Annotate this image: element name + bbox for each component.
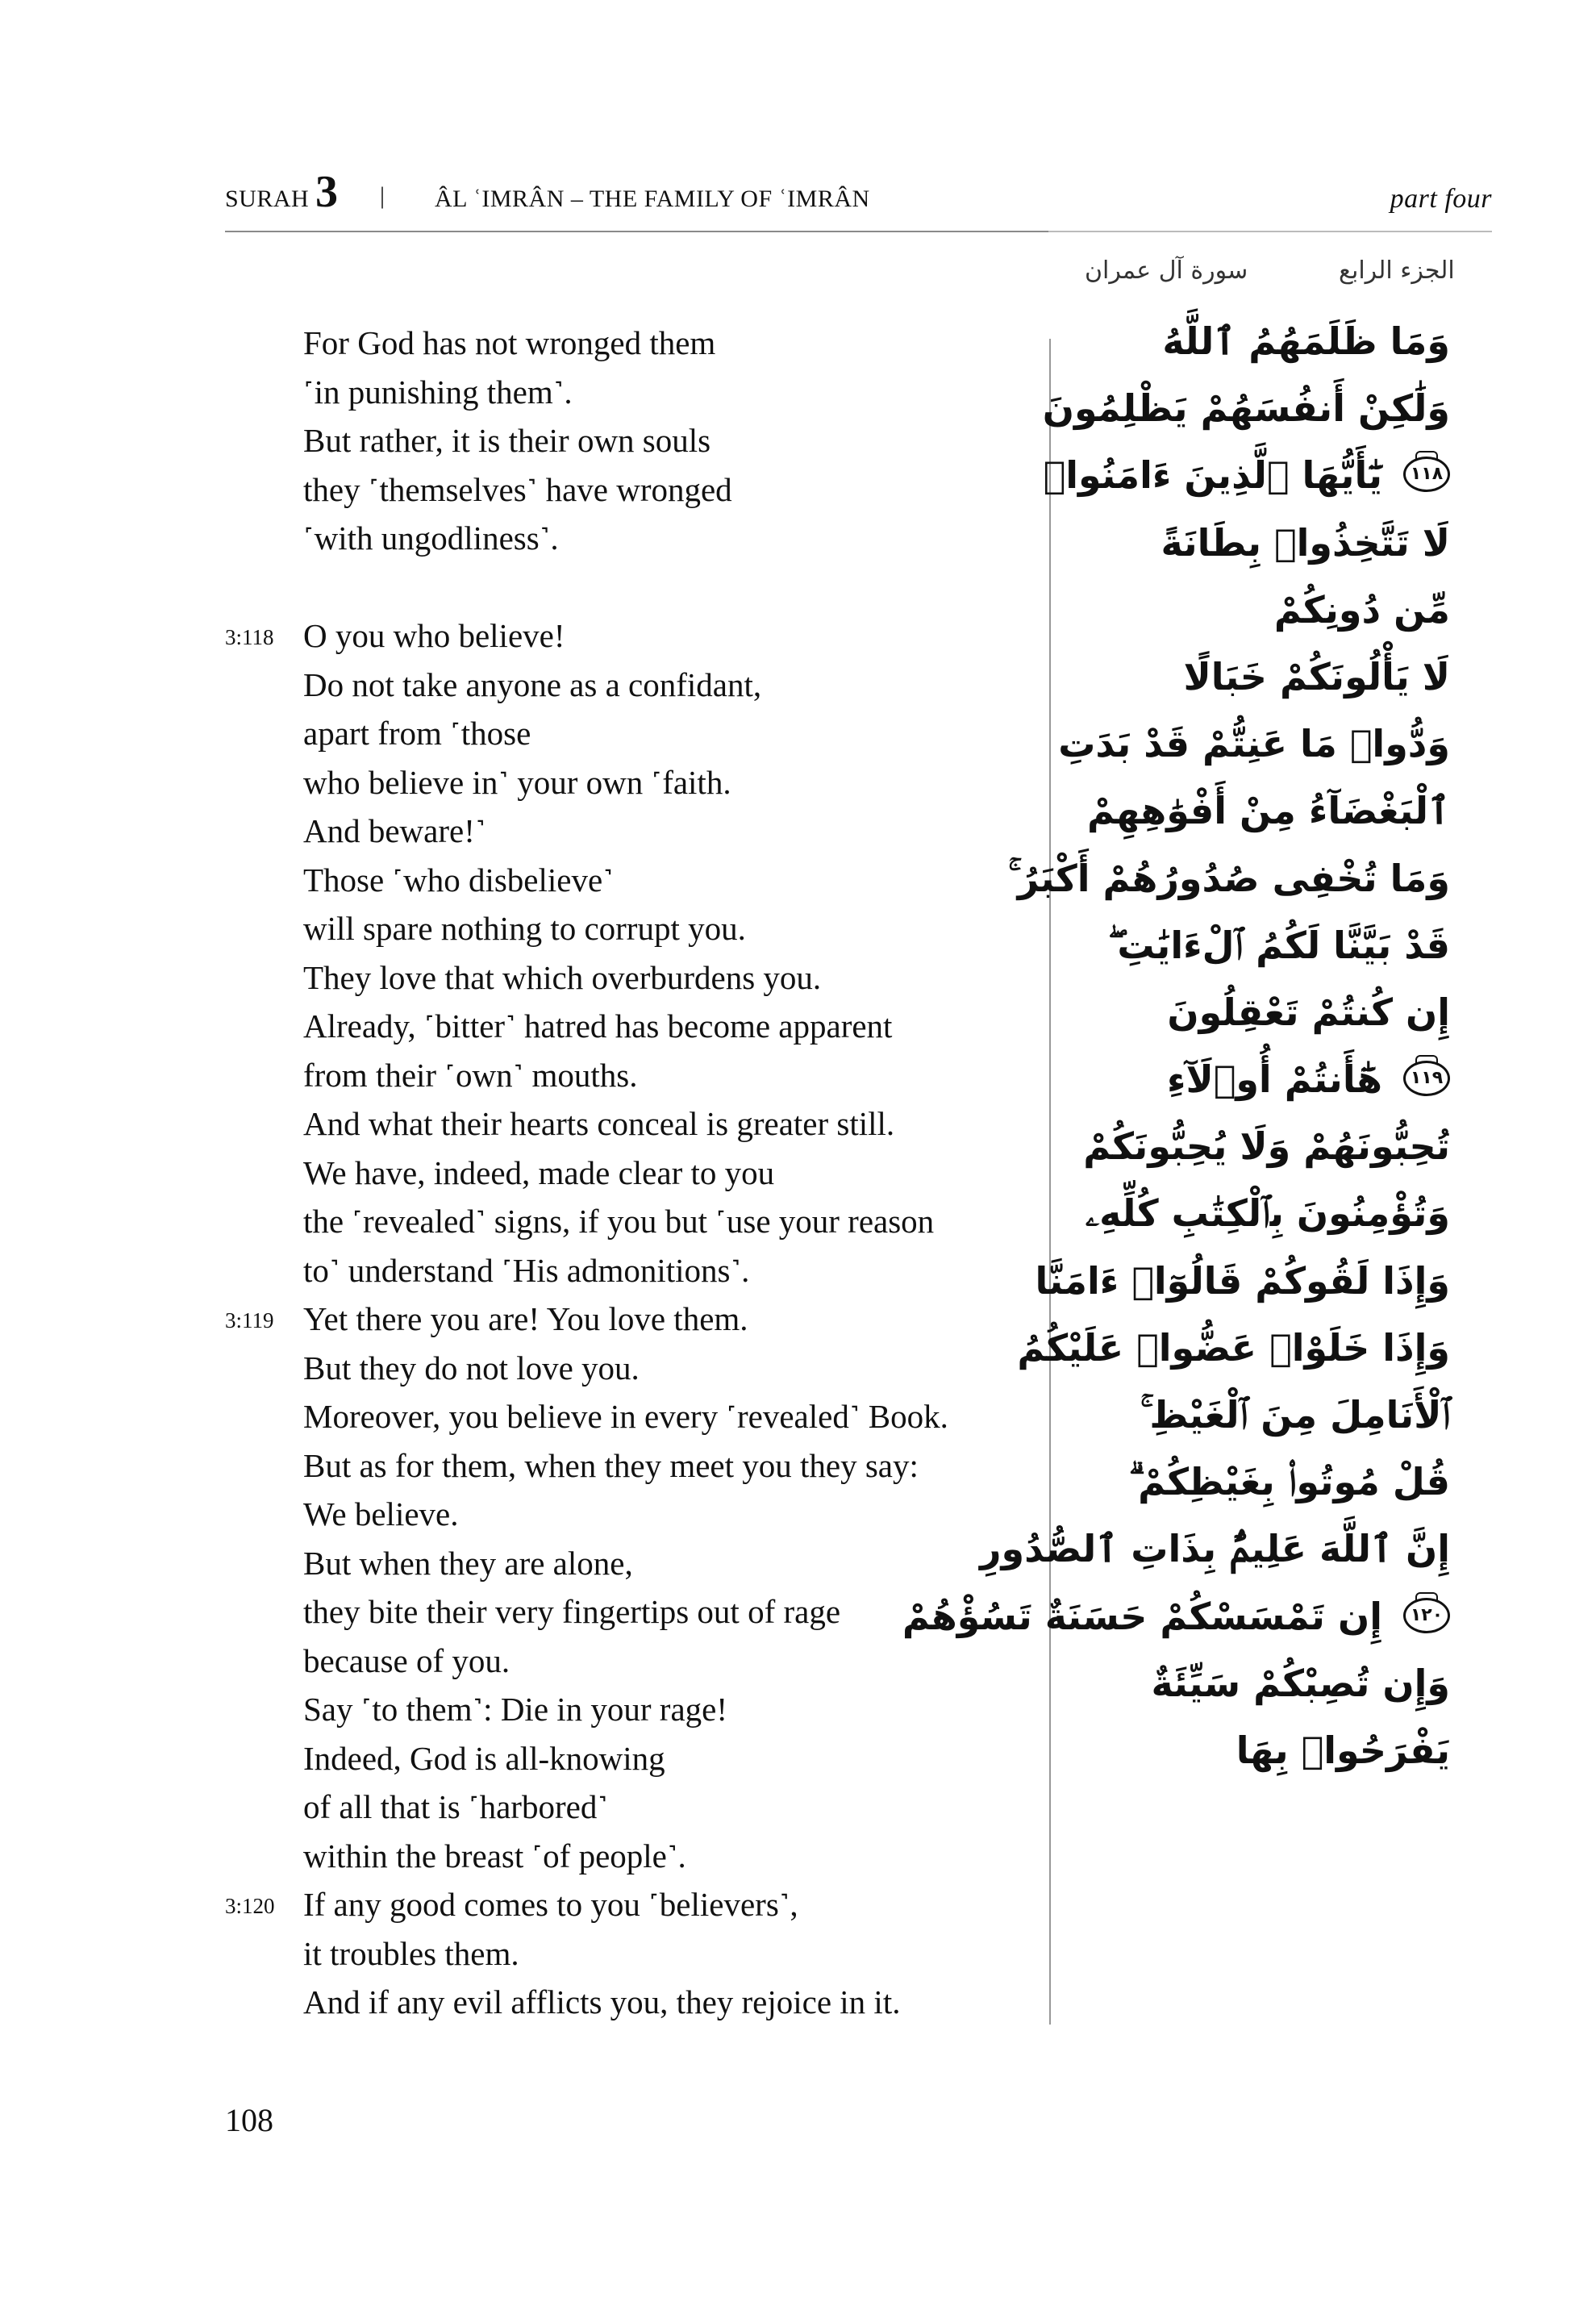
header-rule-light <box>1048 231 1492 232</box>
arabic-line <box>1065 510 1450 577</box>
surah-number: 3 <box>315 167 339 217</box>
arabic-line-text: مِّن دُونِكُمْ <box>1273 587 1450 632</box>
arabic-line <box>1065 1717 1450 1784</box>
line-text: For God has not wronged them <box>303 324 716 361</box>
part-label: part four <box>1390 184 1492 214</box>
translation-line <box>225 1734 1031 1783</box>
arabic-text <box>902 308 1450 1784</box>
arabic-line <box>980 1516 1450 1583</box>
line-text: We have, indeed, made clear to you <box>303 1153 775 1191</box>
arabic-line-text: إِن تَمْسَسْكُمْ حَسَنَةٌ تَسُؤْهُمْ <box>902 1594 1382 1638</box>
arabic-line <box>1065 1180 1450 1247</box>
page-number: 108 <box>225 2102 273 2138</box>
line-text: And what their hearts conceal is greater still. <box>303 1105 895 1142</box>
arabic-line-text: وَدُّوا۟ مَا عَنِتُّمْ قَدْ بَدَتِ <box>1058 722 1450 766</box>
translation-line <box>225 904 1031 953</box>
translation-line <box>225 1539 1031 1588</box>
translation-line <box>225 709 1031 758</box>
translation-line <box>225 758 1031 807</box>
line-text: from their ˹own˺ mouths. <box>303 1056 638 1094</box>
translation-line <box>225 1051 1031 1100</box>
translation-line <box>225 1832 1031 1881</box>
arabic-line <box>1065 912 1450 979</box>
line-text: ˹in punishing them˺. <box>303 373 573 411</box>
translation-line <box>225 1197 1031 1246</box>
line-text: ˹with ungodliness˺. <box>303 519 559 557</box>
arabic-line <box>1017 1315 1450 1382</box>
line-text: the ˹revealed˺ signs, if you but ˹use your reason <box>303 1203 935 1240</box>
line-text: apart from ˹those <box>303 715 531 752</box>
arabic-line-text: يَفْرَحُوا۟ بِهَا <box>1236 1728 1450 1772</box>
line-text: because of you. <box>303 1641 510 1679</box>
arabic-line-text: هَٰٓأَنتُمْ أُو۟لَآءِ <box>1166 1057 1382 1102</box>
arabic-surah-header: سورة آل عمران <box>1085 256 1248 285</box>
arabic-line-text: لَا تَتَّخِذُوا۟ بِطَانَةً <box>1161 520 1450 565</box>
surah-title: ÂL ʿIMRÂN – THE FAMILY OF ʿIMRÂN <box>435 186 870 212</box>
translation-line <box>225 465 1031 515</box>
line-text: But they do not love you. <box>303 1349 640 1387</box>
translation-line <box>225 514 1031 563</box>
line-text: And beware!˺ <box>303 812 486 849</box>
translation-line <box>225 953 1031 1003</box>
arabic-line <box>1065 1382 1450 1449</box>
arabic-line-text: وَمَا ظَلَمَهُمُ ٱللَّهُ <box>1162 319 1450 363</box>
arabic-line-text: وَإِذَا خَلَوْا۟ عَضُّوا۟ عَلَيْكُمُ <box>1017 1325 1450 1370</box>
line-text: We believe. <box>303 1495 459 1533</box>
paragraph-gap <box>225 563 1031 612</box>
line-text: O you who believe! <box>303 617 565 654</box>
english-translation <box>225 319 1031 2027</box>
line-text: they bite their very fingertips out of rage <box>303 1593 841 1630</box>
header-separator: | <box>380 182 385 209</box>
arabic-line <box>1008 845 1450 912</box>
translation-line <box>225 1002 1031 1051</box>
line-text: who believe in˺ your own ˹faith. <box>303 763 731 801</box>
line-text: Those ˹who disbelieve˺ <box>303 861 614 899</box>
translation-line <box>225 1246 1031 1295</box>
verse-reference: 3:118 <box>225 625 274 649</box>
verse-end-marker-icon: ١٢٠ <box>1403 1598 1450 1633</box>
line-text: And if any evil afflicts you, they rejoice in it. <box>303 1983 901 2021</box>
arabic-line <box>1065 1046 1450 1113</box>
verse-reference: 3:120 <box>225 1894 275 1918</box>
line-text: will spare nothing to corrupt you. <box>303 910 746 947</box>
arabic-line <box>1065 778 1450 844</box>
arabic-line <box>1065 1113 1450 1180</box>
line-text: But as for them, when they meet you they say: <box>303 1446 919 1484</box>
translation-line <box>225 1685 1031 1734</box>
arabic-line <box>902 1583 1450 1650</box>
verse-end-marker-icon: ١١٩ <box>1403 1061 1450 1096</box>
line-text: If any good comes to you ˹believers˺, <box>303 1886 798 1923</box>
line-text: of all that is ˹harbored˺ <box>303 1788 608 1825</box>
arabic-line <box>1035 1248 1450 1315</box>
line-text: they ˹themselves˺ have wronged <box>303 470 732 508</box>
line-text: But rather, it is their own souls <box>303 422 711 459</box>
translation-line <box>225 1978 1031 2027</box>
translation-line <box>225 611 1031 661</box>
column-divider <box>1049 339 1051 2025</box>
arabic-line <box>1065 577 1450 644</box>
translation-line <box>225 1490 1031 1539</box>
verse-reference: 3:119 <box>225 1308 274 1332</box>
translation-line <box>225 368 1031 417</box>
arabic-line <box>1065 979 1450 1046</box>
arabic-line-text: وَلَٰكِنْ أَنفُسَهُمْ يَظْلِمُونَ <box>1042 386 1450 431</box>
arabic-line-text: إِن كُنتُمْ تَعْقِلُونَ <box>1167 990 1450 1034</box>
arabic-line-text: لَا يَأْلُونَكُمْ خَبَالًا <box>1183 654 1450 699</box>
arabic-line-text: وَإِن تُصِبْكُمْ سَيِّئَةٌ <box>1151 1661 1450 1705</box>
line-text: to˺ understand ˹His admonitions˺. <box>303 1251 750 1289</box>
line-text: Do not take anyone as a confidant, <box>303 665 762 703</box>
translation-line <box>225 1295 1031 1344</box>
translation-line <box>225 807 1031 856</box>
line-text: Yet there you are! You love them. <box>303 1300 748 1337</box>
line-text: Indeed, God is all-knowing <box>303 1739 665 1777</box>
verse-end-marker-icon: ١١٨ <box>1403 457 1450 492</box>
arabic-line <box>1042 375 1450 442</box>
translation-line <box>225 1392 1031 1441</box>
arabic-line <box>1065 308 1450 375</box>
running-header <box>225 167 1492 219</box>
arabic-line <box>1065 1449 1450 1516</box>
translation-line <box>225 416 1031 465</box>
line-text: Moreover, you believe in every ˹revealed˺ Book. <box>303 1398 948 1435</box>
arabic-line-text: إِنَّ ٱللَّهَ عَلِيمٌۢ بِذَاتِ ٱلصُّدُورِ <box>980 1527 1450 1571</box>
arabic-line-text: يَٰٓأَيُّهَا ٱلَّذِينَ ءَامَنُوا۟ <box>1043 453 1382 498</box>
arabic-line-text: وَإِذَا لَقُوكُمْ قَالُوٓا۟ ءَامَنَّا <box>1035 1258 1450 1303</box>
arabic-line <box>1065 1650 1450 1717</box>
translation-line <box>225 1441 1031 1491</box>
arabic-line-text: ٱلْأَنَامِلَ مِنَ ٱلْغَيْظِ ۚ <box>1140 1393 1450 1437</box>
translation-line <box>225 1149 1031 1198</box>
line-text: within the breast ˹of people˺. <box>303 1837 686 1875</box>
arabic-part-header: الجزء الرابع <box>1339 256 1455 285</box>
translation-line <box>225 1929 1031 1979</box>
arabic-line-text: قُلْ مُوتُوا۟ بِغَيْظِكُمْ ۗ <box>1128 1460 1450 1504</box>
surah-label: SURAH <box>225 186 310 212</box>
translation-line <box>225 1344 1031 1393</box>
arabic-line <box>1043 442 1450 509</box>
line-text: They love that which overburdens you. <box>303 958 822 996</box>
arabic-line <box>1065 644 1450 711</box>
line-text: But when they are alone, <box>303 1544 633 1582</box>
translation-line <box>225 1880 1031 1929</box>
arabic-line-text: وَمَا تُخْفِى صُدُورُهُمْ أَكْبَرُ ۚ <box>1008 856 1450 900</box>
arabic-line-text: وَتُؤْمِنُونَ بِٱلْكِتَٰبِ كُلِّهِۦ <box>1085 1191 1450 1236</box>
arabic-line-text: قَدْ بَيَّنَّا لَكُمُ ٱلْءَايَٰتِ ۖ <box>1107 923 1450 967</box>
arabic-line-text: تُحِبُّونَهُمْ وَلَا يُحِبُّونَكُمْ <box>1083 1124 1450 1169</box>
translation-line <box>225 1783 1031 1832</box>
translation-line <box>225 661 1031 710</box>
arabic-line-text: ٱلْبَغْضَآءُ مِنْ أَفْوَٰهِهِمْ <box>1086 789 1450 833</box>
translation-line <box>225 1099 1031 1149</box>
translation-line <box>225 856 1031 905</box>
translation-line <box>225 319 1031 368</box>
arabic-line <box>1058 711 1450 778</box>
line-text: Already, ˹bitter˺ hatred has become apparent <box>303 1007 893 1045</box>
line-text: Say ˹to them˺: Die in your rage! <box>303 1691 728 1728</box>
line-text: it troubles them. <box>303 1934 519 1972</box>
